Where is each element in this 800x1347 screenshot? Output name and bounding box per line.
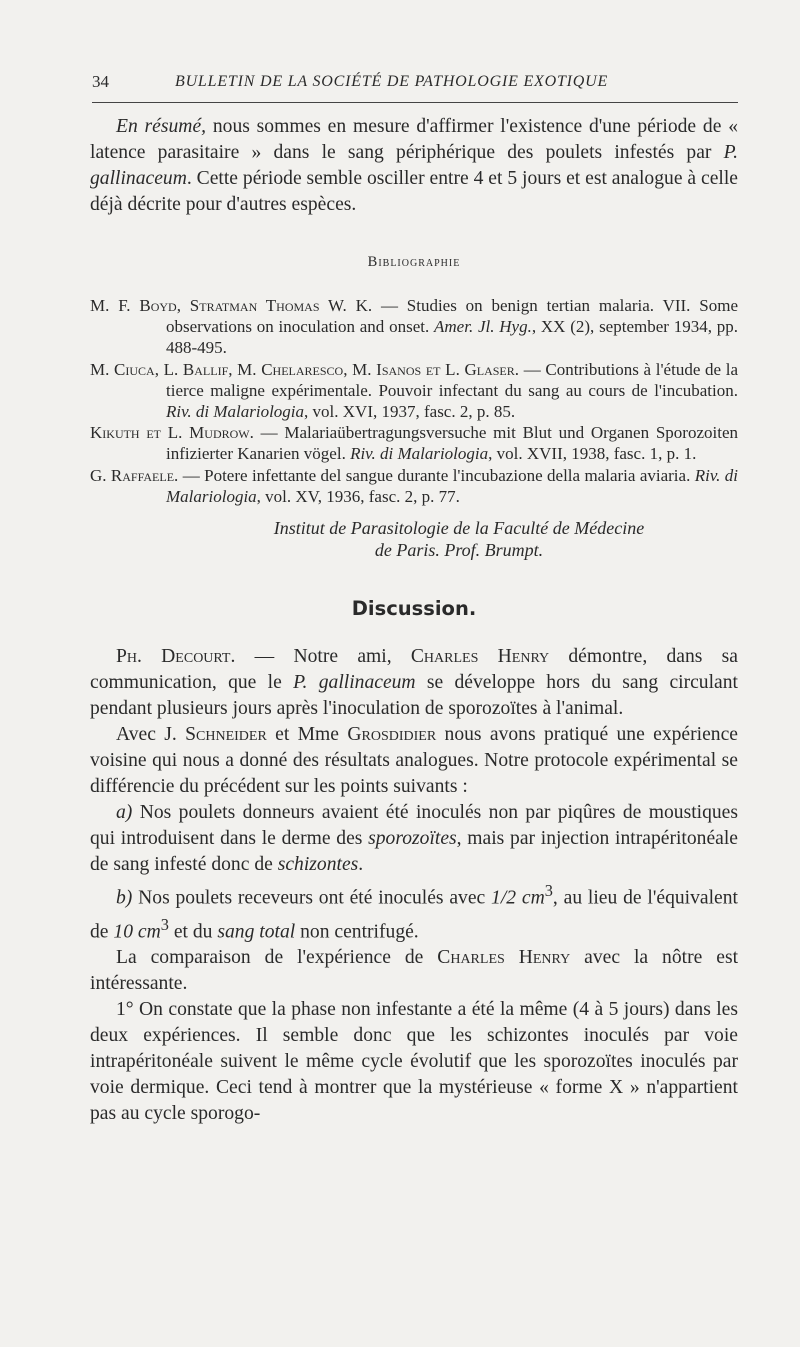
reference-tail: , vol. XVII, 1938, fasc. 1, p. 1.	[488, 444, 697, 464]
paragraph-text: non centrifugé.	[295, 921, 419, 943]
reference-journal: Riv. di Malariologia	[166, 402, 305, 422]
discussion-point-a	[90, 800, 738, 878]
reference-text: — Contributions à l'étude de la tierce maligne expérimentale. Pouvoir infectant du sang au cours de l'incubation.	[166, 359, 739, 400]
paragraph-text: , mais par injection intrapéritonéale de sang infesté donc de	[90, 828, 738, 876]
summary-text-1: nous sommes en mesure d'affirmer l'existence d'une période de « latence parasitaire » dans le sang périphérique des poulets infestés par	[90, 116, 739, 163]
paragraph-text: avec la nôtre est intéressante.	[90, 947, 739, 995]
summary-species: P. gallinaceum	[90, 142, 738, 189]
page-header	[92, 72, 738, 103]
reference-journal: Amer. Jl. Hyg.	[434, 317, 532, 337]
superscript: 3	[160, 914, 169, 934]
reference-text: — Malariaübertragungsversuche mit Blut und Organen Sporozoiten infizierter Kanarien vögel.	[166, 423, 738, 464]
paragraph-text: Nos poulets donneurs avaient été inoculés non par piqûres de moustiques qui introduisent dans le derme des	[90, 802, 738, 850]
reference-tail: , vol. XVI, 1937, fasc. 2, p. 85.	[304, 402, 516, 422]
paragraph-text: La comparaison de l'expérience de	[116, 947, 438, 969]
discussion-paragraph-5	[90, 945, 738, 997]
institute-affiliation	[180, 517, 738, 561]
discussion-title: Discussion.	[351, 597, 477, 621]
bibliography-title: Bibliographie	[367, 254, 461, 270]
paragraph-text: et du	[168, 921, 218, 943]
reference-journal: Riv. di Malariologia	[350, 444, 489, 464]
reference-4	[90, 465, 738, 507]
person-name: Charles Henry	[410, 646, 550, 668]
institute-line-2: de Paris. Prof. Brumpt.	[374, 540, 544, 561]
emphasis: sang total	[217, 921, 296, 943]
reference-2	[90, 359, 738, 423]
discussion-paragraph-1	[90, 644, 738, 722]
dose-value: 1/2 cm	[491, 887, 545, 909]
reference-journal: Riv. di Malariologia	[166, 465, 739, 506]
paragraph-text: Nos poulets receveurs ont été inoculés avec	[132, 887, 492, 909]
person-name: Schneider	[185, 724, 267, 746]
paragraph-text: se développe hors du sang circulant pendant plusieurs jours après l'inoculation de sporozoïtes à l'animal.	[90, 672, 738, 720]
paragraph-text: , au lieu de l'équivalent de	[90, 887, 738, 943]
summary-lead: En résumé,	[116, 116, 207, 137]
paragraph-text: démontre, dans sa communication, que le	[90, 646, 739, 694]
species-name: P. gallinaceum	[293, 672, 416, 694]
paragraph-text: et Mme	[266, 724, 348, 746]
summary-text-2: . Cette période semble osciller entre 4 et 5 jours et est analogue à celle déjà décrite pour d'autres espèces.	[90, 168, 738, 215]
reference-text: — Studies on benign tertian malaria. VII. Some observations on inoculation and onset.	[166, 296, 738, 337]
dose-value: 10 cm	[113, 921, 161, 943]
reference-3	[90, 422, 738, 464]
point-label: a)	[116, 802, 133, 824]
reference-tail: , XX (2), september 1934, pp. 488-495.	[166, 317, 738, 358]
summary-paragraph	[90, 114, 738, 218]
reference-tail: , vol. XV, 1936, fasc. 2, p. 77.	[256, 486, 460, 506]
reference-1	[90, 295, 738, 359]
page-content	[90, 114, 738, 1127]
running-title: BULLETIN DE LA SOCIÉTÉ DE PATHOLOGIE EXOTIQUE	[175, 73, 609, 90]
page-number: 34	[92, 72, 109, 91]
person-name: Charles Henry	[437, 947, 571, 969]
paragraph-text: Avec J.	[116, 724, 186, 746]
reference-text: — Potere infettante del sangue durante l'incubazione della malaria aviaria.	[178, 465, 695, 485]
superscript: 3	[544, 881, 553, 901]
person-name: Grosdidier	[347, 724, 437, 746]
discussion-paragraph-2	[90, 722, 738, 800]
emphasis: sporozoïtes	[368, 828, 457, 850]
reference-authors: M. F. Boyd, Stratman Thomas W. K.	[90, 296, 373, 315]
paragraph-text: nous avons pratiqué une expérience voisine qui nous a donné des résultats analogues. Notre protocole expérimental se différencie du précédent sur les points suivants :	[90, 724, 738, 798]
reference-authors: M. Ciuca, L. Ballif, M. Chelaresco, M. Isanos et L. Glaser.	[90, 359, 520, 379]
discussion-point-b	[90, 878, 738, 945]
reference-authors: Kikuth et L. Mudrow.	[90, 423, 254, 443]
speaker-name: Ph. Decourt.	[116, 646, 236, 668]
reference-authors: G. Raffaele.	[90, 465, 179, 485]
paragraph-text: — Notre ami,	[235, 646, 411, 668]
institute-line-1: Institut de Parasitologie de la Faculté de Médecine	[273, 518, 645, 539]
point-label: b)	[116, 887, 133, 909]
emphasis: schizontes	[277, 854, 359, 876]
discussion-paragraph-6: 1° On constate que la phase non infestante a été la même (4 à 5 jours) dans les deux expériences. Il semble donc que les schizontes inoculés par voie intrapéritonéale suivent le même cycle évolutif que les sporozoïtes inoculés par voie dermique. Ceci tend à montrer que la mystérieuse « forme X » n'appartient pas au cycle sporogo-	[90, 999, 738, 1125]
paragraph-text: .	[358, 854, 364, 876]
